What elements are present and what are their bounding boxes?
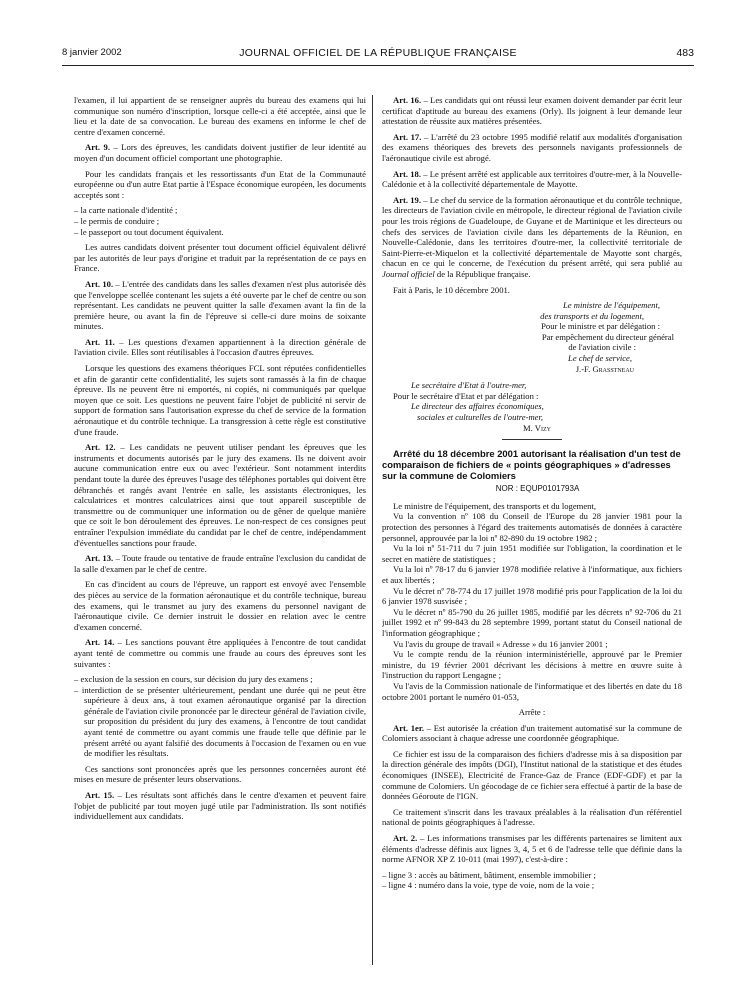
article-heading: Art. 14. bbox=[85, 637, 115, 648]
document-list bbox=[74, 205, 366, 237]
left-column bbox=[74, 95, 366, 975]
whereas-clause: Vu le décret nº 85-790 du 26 juillet 1985, modifié par les décrets nº 92-706 du 21 juillet 1992 et nº 99-843 du 28 septembre 1999, portant statut du Conseil national de l'information géographique ; bbox=[382, 606, 682, 638]
article-text: – Le chef du service de la formation aéronautique et du contrôle technique, les directeurs de l'aviation civile en métropole, le directeur régional de l'aviation civile pour les trois régions de Guadeloupe, de Guyane et de Martinique et les directeurs ou chefs des services de l'aviation civile dans les départements de la Réunion, en Nouvelle-Calédonie, dans les territoires d'outre-mer, la collectivité territoriale de Saint-Pierre-et-Miquelon et la collectivité départementale de Mayotte sont chargés, chacun en ce qui le concerne, de l'exécution du présent arrêté, qui sera publié au bbox=[382, 194, 682, 269]
signature-line: Le secrétaire d'Etat à l'outre-mer, bbox=[411, 380, 527, 391]
article-heading: Art. 2. bbox=[393, 833, 418, 844]
article-heading: Art. 17. bbox=[393, 131, 422, 142]
article-2 bbox=[382, 833, 682, 865]
article-text: – L'entrée des candidats dans les salles d'examen n'est plus autorisée dès que l'enveloppe scellée contenant les sujets a été ouverte par le chef de centre ou son représentant. Les candidats ne peuvent quitter la salle d'examen avant la fin de la première heure, ou avant la fin de l'épreuve si celle-ci dure moins de soixante minutes. bbox=[74, 278, 366, 332]
article-heading: Art. 13. bbox=[85, 553, 114, 564]
section-separator bbox=[502, 439, 562, 440]
header-title: JOURNAL OFFICIEL DE LA RÉPUBLIQUE FRANÇAISE bbox=[239, 47, 517, 59]
article-17 bbox=[382, 132, 682, 164]
article-text: – Est autorisée la création d'un traitement automatisé sur la commune de Colomiers associant à chaque adresse une coordonnée géographique. bbox=[382, 722, 682, 744]
article-9 bbox=[74, 142, 366, 163]
article-14 bbox=[74, 637, 366, 669]
article-heading: Art. 19. bbox=[393, 194, 421, 205]
signature-block-minister bbox=[382, 300, 682, 374]
article-heading: Art. 9. bbox=[85, 142, 110, 153]
article-text: – L'arrêté du 23 octobre 1995 modifié relatif aux modalités d'organisation des examens théoriques des brevets des personnels navigants professionnels de l'aéronautique civile est abrogé. bbox=[382, 131, 682, 163]
article-heading: Art. 10. bbox=[85, 278, 114, 289]
signature-block-secretary bbox=[382, 380, 682, 433]
whereas-clause: Vu le décret nº 78-774 du 17 juillet 1978 modifié pris pour l'application de la loi du 6 janvier 1978 susvisée ; bbox=[382, 585, 682, 607]
list-item: – exclusion de la session en cours, sur décision du jury des examens ; bbox=[74, 674, 313, 685]
signature-line: des transports et du logement, bbox=[540, 310, 644, 321]
article-text: – Les candidats qui ont réussi leur examen doivent demander par écrit leur certificat d'aptitude au bureau des examens (Orly). Ils joignent à leur demande leur attestation de réussite aux matières présentées. bbox=[382, 95, 682, 127]
signature-line: Pour le secrétaire d'Etat et par délégation : bbox=[393, 390, 539, 401]
signature-line: Pour le ministre et par délégation : bbox=[541, 321, 660, 332]
done-at: Fait à Paris, le 10 décembre 2001. bbox=[393, 284, 510, 295]
paragraph: Ces sanctions sont prononcées après que les personnes concernées auront été mises en mesure de présenter leurs observations. bbox=[74, 763, 366, 785]
whereas-clause: Vu la loi nº 51-711 du 7 juin 1951 modifiée sur l'obligation, la coordination et le secret en matière de statistiques ; bbox=[382, 543, 682, 564]
signature-line: Le directeur des affaires économiques, bbox=[411, 401, 544, 412]
paragraph: Pour les candidats français et les ressortissants d'un Etat de la Communauté européenne ou d'un autre Etat partie à l'Espace économique européen, les documents acceptés sont : bbox=[74, 168, 366, 200]
signature-line: sociales et culturelles de l'outre-mer, bbox=[417, 412, 544, 423]
article-text: – Les candidats ne peuvent utiliser pendant les épreuves que les instruments et documents autorisés par le jury des examens. Ils ne doivent avoir aucune communication entre eux ou avec l'extérieur. Sont notamment interdits pendant toute la durée des épreuves l'usage des téléphones portables qui doivent être débranchés et rangés avant l'entrée en salle, les assistants électroniques, les calculatrices et montres calculatrices ainsi que tout appareil susceptible de transmettre ou de communiquer une information ou de gêner de quelque manière que ce soit le bon déroulement des épreuves. Le non-respect de ces consignes peut entraîner l'expulsion immédiate du candidat par le chef de centre, indépendamment d'éventuelles sanctions pour fraude. bbox=[74, 442, 366, 548]
article-heading: Art. 1er. bbox=[393, 722, 425, 733]
list-item: – interdiction de se présenter ultérieurement, pendant une durée qui ne peut être supérieure à deux ans, à tout examen aéronautique organisé par la direction générale de l'aviation civile prononcée par le directeur général de l'aviation civile, sur proposition du président du jury des examens, à l'encontre de tout candidat ayant tenté de commettre ou ayant commis une fraude telle que définie par le présent arrêté ou ayant falsifié des documents à l'occasion de l'examen ou en vue de modifier les résultats. bbox=[74, 684, 366, 759]
paragraph: Ce traitement s'inscrit dans les travaux préalables à la réalisation d'un référentiel national de points géographiques à l'adresse. bbox=[382, 806, 682, 828]
article-11 bbox=[74, 337, 366, 358]
signatory-name: J.-F. Grasstneau bbox=[575, 363, 634, 374]
article-text: – Les informations transmises par les différents partenaires se limitent aux éléments d'adresse définis aux lignes 3, 4, 5 et 6 de l'adresse telle que définie dans la norme AFNOR XP Z 10-011 (mai 1997), c'est-à-dire : bbox=[382, 833, 682, 865]
article-text: – Les résultats sont affichés dans le centre d'examen et peuvent faire l'objet de publicité par tout moyen jugé utile par l'administration. Ils sont notifiés individuellement aux candidats. bbox=[74, 790, 366, 822]
article-13 bbox=[74, 553, 366, 574]
whereas-clause: Vu la loi nº 78-17 du 6 janvier 1978 modifiée relative à l'informatique, aux fichiers et aux libertés ; bbox=[382, 564, 682, 585]
article-text: – Lors des épreuves, les candidats doivent justifier de leur identité au moyen d'un document officiel comportant une photographie. bbox=[74, 142, 366, 163]
list-item: – ligne 3 : accès au bâtiment, bâtiment, ensemble immobilier ; bbox=[382, 869, 596, 880]
decrees-heading: Arrête : bbox=[518, 707, 546, 718]
article-text: – Les questions d'examen appartiennent à la direction générale de l'aviation civile. Elles sont réutilisables à l'occasion d'autres épreuves. bbox=[74, 336, 366, 358]
article-text: – Le présent arrêté est applicable aux territoires d'outre-mer, à la Nouvelle-Calédonie et à la collectivité départementale de Mayotte. bbox=[382, 168, 682, 190]
column-divider bbox=[372, 95, 373, 965]
list-item: – la carte nationale d'identité ; bbox=[74, 205, 178, 216]
decree-title: Arrêté du 18 décembre 2001 autorisant la réalisation d'un test de comparaison de fichiers de « points géographiques » d'adresses sur la commune de Colomiers bbox=[382, 448, 681, 482]
signature-line: Le chef de service, bbox=[568, 353, 632, 364]
signature-line: de l'aviation civile : bbox=[568, 342, 636, 353]
whereas-clause: Vu la convention nº 108 du Conseil de l'Europe du 28 janvier 1981 pour la protection des personnes à l'égard des traitements automatisés de données à caractère personnel, approuvée par la loi nº 82-890 du 19 octobre 1982 ; bbox=[382, 511, 682, 543]
signatory-name: M. Vizy bbox=[523, 422, 551, 433]
article-heading: Art. 15. bbox=[85, 790, 115, 801]
article-18 bbox=[382, 169, 682, 190]
article-15 bbox=[74, 790, 366, 822]
article-heading: Art. 18. bbox=[393, 168, 421, 179]
header-rule bbox=[62, 65, 694, 66]
article-16 bbox=[382, 95, 682, 127]
paragraph: Le ministre de l'équipement, des transports et du logement, bbox=[393, 500, 596, 511]
paragraph: En cas d'incident au cours de l'épreuve, un rapport est envoyé avec l'ensemble des pièces au service de la formation aéronautique et du contrôle technique, bureau des examens, qui le transmet au jury des examens du personnel navigant de l'aéronautique civile. Ce dernier instruit le dossier en relation avec le centre d'examen concerné. bbox=[74, 579, 366, 632]
paragraph: Ce fichier est issu de la comparaison des fichiers d'adresse mis à sa disposition par la direction générale des impôts (DGI), l'Institut national de la statistique et des études économiques (INSEE), Electricité de France-Gaz de France (EDF-GDF) et par la commune de Colomiers. Un géocodage de ce fichier sera effectué à partir de la base de données Géoroute de l'IGN. bbox=[382, 748, 682, 802]
article-text: – Toute fraude ou tentative de fraude entraîne l'exclusion du candidat de la salle d'examen par le chef de centre. bbox=[74, 553, 366, 574]
sanctions-list bbox=[74, 674, 366, 759]
article-text-end: de la République française. bbox=[434, 268, 531, 279]
list-item: – le permis de conduire ; bbox=[74, 215, 160, 226]
paragraph: Lorsque les questions des examens théoriques FCL sont réputées confidentielles et afin de garantir cette confidentialité, les sujets sont ramassés à la fin de chaque épreuve. Ils ne peuvent être ni emportés, ni copiés, ni communiqués par quelque moyen que ce soit. Les questions ne peuvent faire l'objet de publicité ni servir de support de formation sans l'autorisation expresse du chef de service de la formation aéronautique et du contrôle technique. La transgression à cette règle est constitutive d'une fraude. bbox=[74, 363, 366, 437]
list-item: – le passeport ou tout document équivalent. bbox=[74, 226, 224, 237]
signature-line: Le ministre de l'équipement, bbox=[563, 300, 660, 311]
article-19 bbox=[382, 195, 682, 280]
article-1 bbox=[382, 723, 682, 744]
nor-reference: NOR : EQUP0101793A bbox=[495, 484, 580, 494]
address-lines-list bbox=[382, 870, 682, 891]
whereas-clause: Vu l'avis de la Commission nationale de l'informatique et des libertés en date du 18 octobre 2001 portant le numéro 01-053, bbox=[382, 680, 682, 702]
right-column bbox=[382, 95, 682, 975]
article-heading: Art. 16. bbox=[393, 95, 422, 105]
header-date: 8 janvier 2002 bbox=[62, 47, 122, 58]
whereas-clause: Vu l'avis du groupe de travail « Adresse » du 16 janvier 2001 ; bbox=[393, 638, 608, 649]
header-page-number: 483 bbox=[676, 47, 694, 59]
article-12 bbox=[74, 442, 366, 548]
paragraph: Les autres candidats doivent présenter tout document officiel équivalent délivré par les autorités de leur pays d'origine et traduit par la représentation de ce pays en France. bbox=[74, 242, 366, 274]
list-item: – ligne 4 : numéro dans la voie, type de voie, nom de la voie ; bbox=[382, 880, 595, 891]
article-heading: Art. 11. bbox=[85, 336, 115, 347]
paragraph: l'examen, il lui appartient de se renseigner auprès du bureau des examens qui lui communique son numéro d'inscription, lorsque celle-ci a été acceptée, ainsi que le lieu et la date de sa convocation. Le bureau des examens en informe le chef de centre d'examen concerné. bbox=[74, 95, 366, 137]
article-10 bbox=[74, 279, 366, 332]
whereas-clause: Vu le compte rendu de la réunion interministérielle, approuvé par le Premier ministre, du 19 février 2001 décrivant les décisions à mettre en œuvre suite à l'instruction du rapport Lengagne ; bbox=[382, 649, 682, 681]
article-text: – Les sanctions pouvant être appliquées à l'encontre de tout candidat ayant tenté de commettre ou commis une fraude au cours des épreuves sont les suivantes : bbox=[74, 637, 366, 669]
page-header bbox=[62, 47, 694, 61]
journal-officiel-italic: Journal officiel bbox=[382, 268, 435, 279]
signature-line: Par empêchement du directeur général bbox=[541, 331, 674, 342]
article-heading: Art. 12. bbox=[85, 442, 116, 453]
